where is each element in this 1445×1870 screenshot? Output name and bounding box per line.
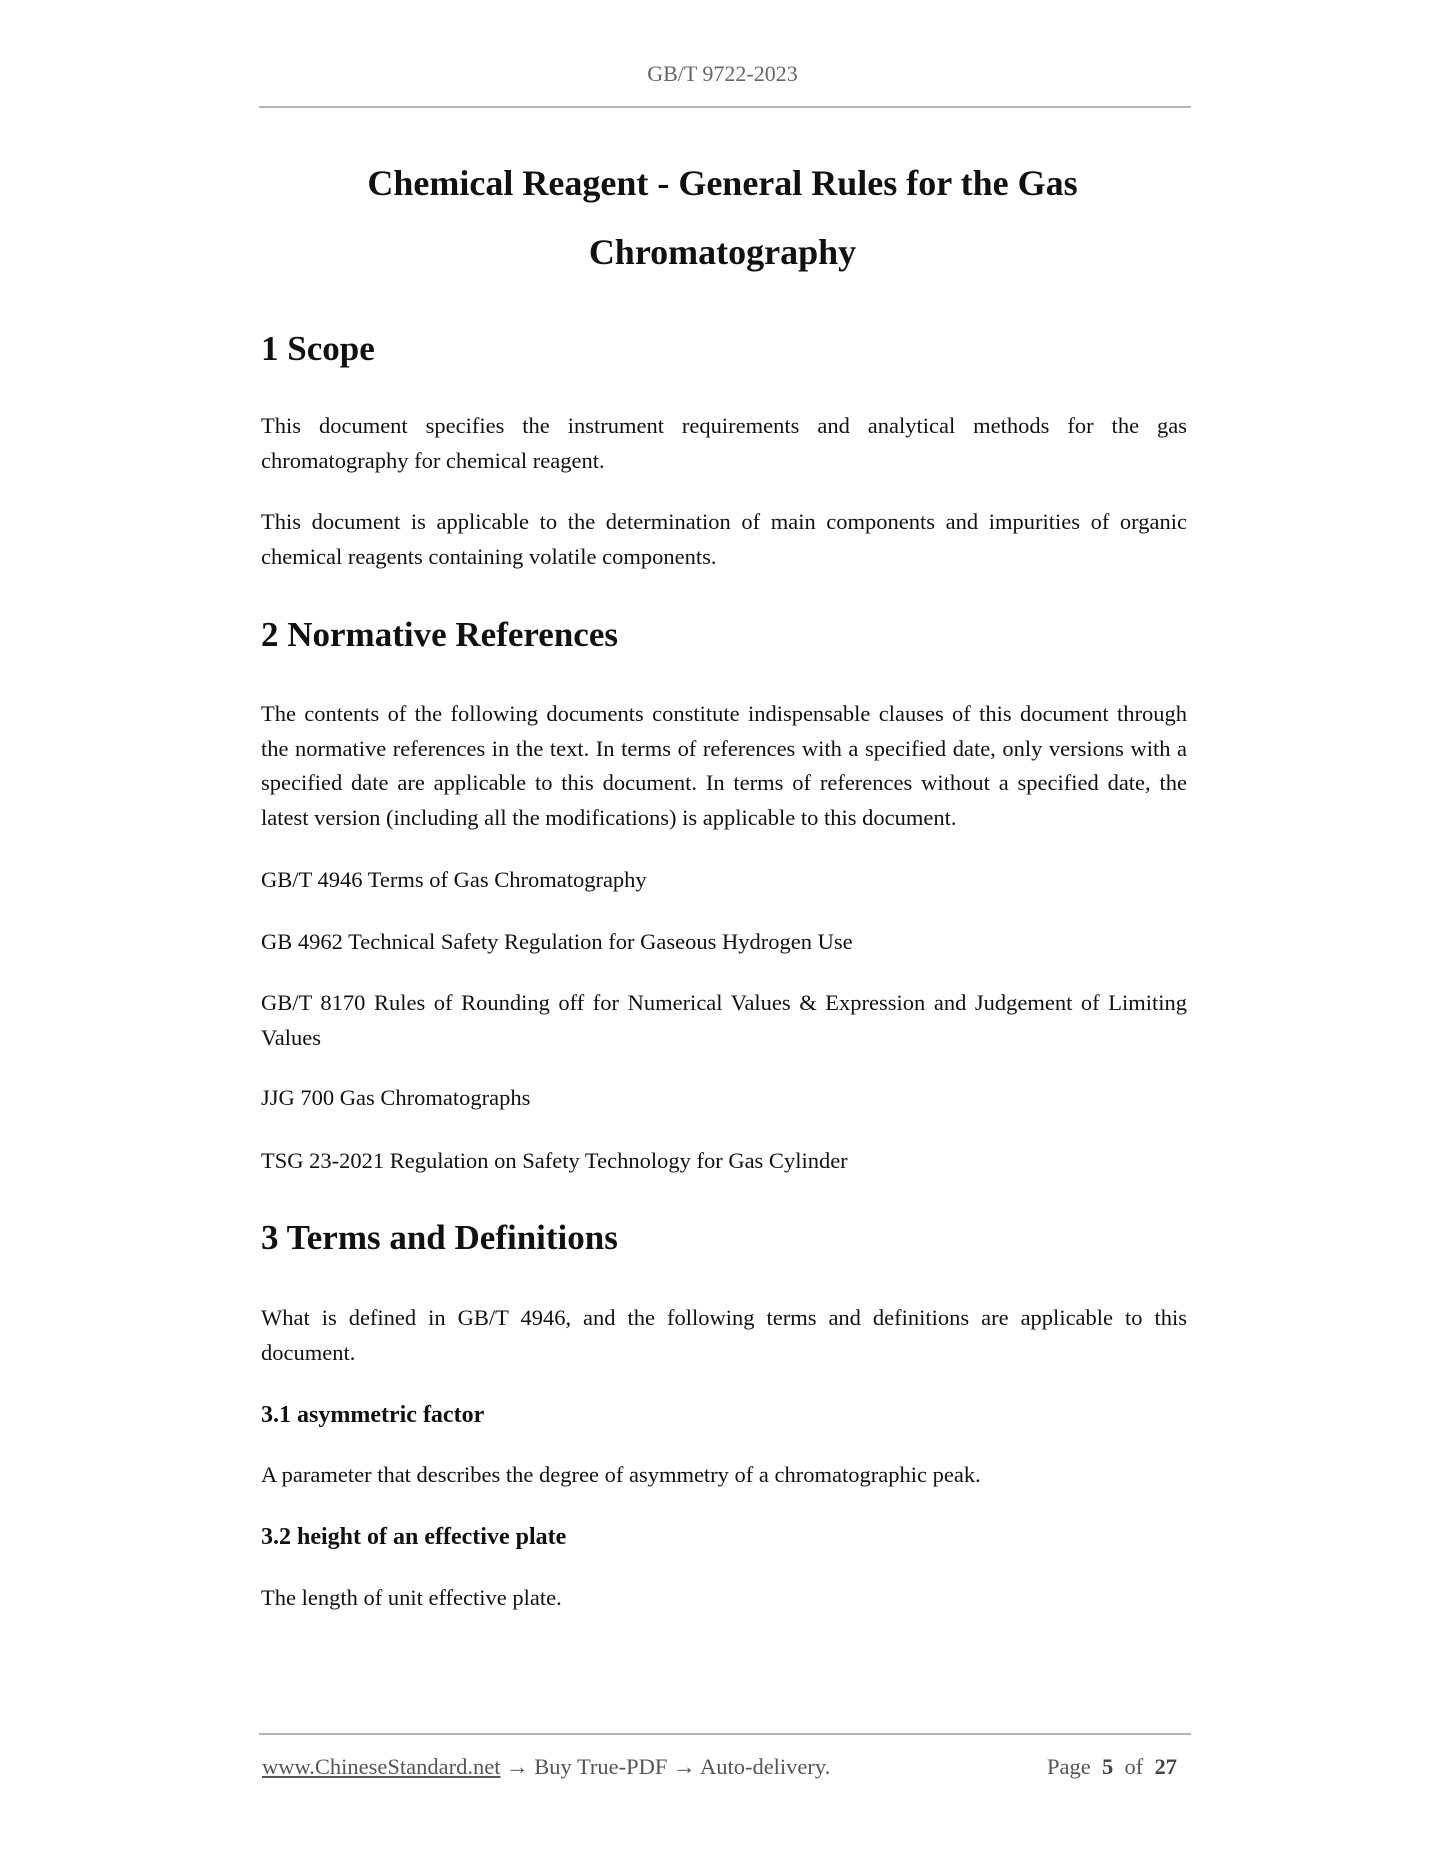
arrow-right-icon: → [673,1754,696,1779]
reference-item: GB 4962 Technical Safety Regulation for Gaseous Hydrogen Use [261,929,853,954]
section-heading-scope: 1 Scope [261,329,375,368]
section-heading-terms: 3 Terms and Definitions [261,1218,618,1257]
buy-text: Buy True-PDF [534,1754,668,1779]
scope-paragraph: This document is applicable to the determination of main components and impurities of organic chemical reagents containing volatile components. [261,509,1187,569]
term-definition: The length of unit effective plate. [261,1585,562,1610]
of-label: of [1124,1754,1144,1779]
normative-intro: The contents of the following documents constitute indispensable clauses of this document through the normative references in the text. In terms of references with a specified date, only versions with a specified date are applicable to this document. In terms of references without a specified date, the latest version (including all the modifications) is applicable to this document. [261,701,1187,830]
scope-paragraph: This document specifies the instrument requirements and analytical methods for the gas chromatography for chemical reagent. [261,413,1187,473]
current-page: 5 [1102,1754,1114,1779]
page-number [1047,1753,1177,1781]
reference-item: JJG 700 Gas Chromatographs [261,1085,531,1110]
total-pages: 27 [1154,1754,1177,1779]
website-link[interactable]: www.ChineseStandard.net [262,1754,501,1779]
header-rule [259,106,1191,108]
term-heading: 3.2 height of an effective plate [261,1524,567,1550]
running-header: GB/T 9722-2023 [647,61,798,86]
reference-item: GB/T 4946 Terms of Gas Chromatography [261,867,647,892]
document-title-line1: Chemical Reagent - General Rules for the Gas [367,163,1078,203]
term-heading: 3.1 asymmetric factor [261,1402,485,1428]
page-label: Page [1047,1754,1091,1779]
reference-item: GB/T 8170 Rules of Rounding off for Numerical Values & Expression and Judgement of Limiting Values [261,990,1187,1050]
footer-rule [259,1733,1191,1735]
section-heading-normative: 2 Normative References [261,615,618,654]
term-definition: A parameter that describes the degree of asymmetry of a chromatographic peak. [261,1462,981,1487]
terms-intro: What is defined in GB/T 4946, and the following terms and definitions are applicable to this document. [261,1305,1187,1365]
arrow-right-icon: → [506,1754,529,1779]
delivery-text: Auto-delivery. [699,1754,831,1779]
document-title-line2: Chromatography [588,232,857,272]
footer-promo [262,1753,830,1781]
reference-item: TSG 23-2021 Regulation on Safety Technology for Gas Cylinder [261,1148,848,1173]
